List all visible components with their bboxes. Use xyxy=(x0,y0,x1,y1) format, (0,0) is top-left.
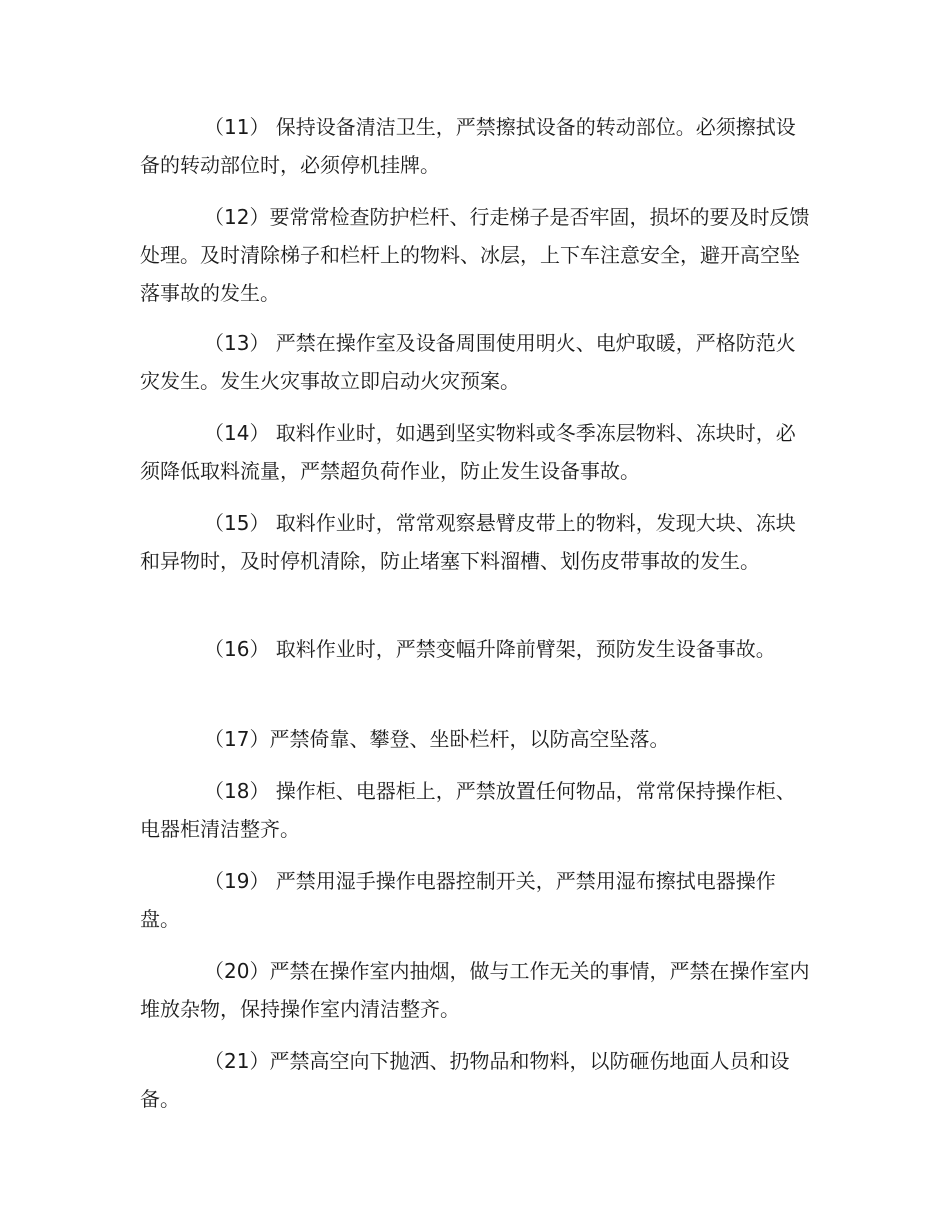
item-number: （13） xyxy=(204,331,270,355)
item-text: 严禁高空向下抛洒、扔物品和物料，以防砸伤地面人员和设备。 xyxy=(140,1049,790,1111)
item-number: （17） xyxy=(204,727,270,751)
item-text: 严禁在操作室及设备周围使用明火、电炉取暖，严格防范火灾发生。发生火灾事故立即启动火灾预案。 xyxy=(140,331,796,393)
item-text: 取料作业时，严禁变幅升降前臂架，预防发生设备事故。 xyxy=(269,637,776,661)
item-number: （14） xyxy=(204,421,270,445)
item-number: （20） xyxy=(204,959,270,983)
paragraph-item-13 xyxy=(140,324,812,400)
paragraph-item-20 xyxy=(140,952,812,1028)
item-text: 取料作业时，如遇到坚实物料或冬季冻层物料、冻块时，必须降低取料流量，严禁超负荷作业，防止发生设备事故。 xyxy=(140,421,796,483)
paragraph-item-19 xyxy=(140,862,812,938)
item-text: 严禁在操作室内抽烟，做与工作无关的事情，严禁在操作室内堆放杂物，保持操作室内清洁整齐。 xyxy=(140,959,810,1021)
item-text: 操作柜、电器柜上，严禁放置任何物品，常常保持操作柜、电器柜清洁整齐。 xyxy=(140,779,796,841)
item-text: 保持设备清洁卫生，严禁擦拭设备的转动部位。必须擦拭设备的转动部位时，必须停机挂牌。 xyxy=(140,115,796,177)
item-number: （18） xyxy=(204,779,270,803)
paragraph-item-15 xyxy=(140,504,812,580)
paragraph-item-11 xyxy=(140,108,812,184)
paragraph-item-12 xyxy=(140,198,812,312)
item-text: 严禁倚靠、攀登、坐卧栏杆，以防高空坠落。 xyxy=(269,727,670,751)
item-text: 要常常检查防护栏杆、行走梯子是否牢固，损坏的要及时反馈处理。及时清除梯子和栏杆上的物料、冰层，上下车注意安全，避开高空坠落事故的发生。 xyxy=(140,205,810,305)
item-number: （12） xyxy=(204,205,270,229)
item-number: （19） xyxy=(204,869,270,893)
item-text: 严禁用湿手操作电器控制开关，严禁用湿布擦拭电器操作盘。 xyxy=(140,869,776,931)
item-number: （16） xyxy=(204,637,270,661)
paragraph-item-17 xyxy=(140,720,812,758)
paragraph-item-14 xyxy=(140,414,812,490)
item-number: （21） xyxy=(204,1049,270,1073)
item-text: 取料作业时，常常观察悬臂皮带上的物料，发现大块、冻块和异物时，及时停机清除，防止堵塞下料溜槽、划伤皮带事故的发生。 xyxy=(140,511,796,573)
paragraph-item-18 xyxy=(140,772,812,848)
paragraph-item-16 xyxy=(140,630,812,668)
item-number: （11） xyxy=(204,115,270,139)
item-number: （15） xyxy=(204,511,270,535)
paragraph-item-21 xyxy=(140,1042,812,1118)
